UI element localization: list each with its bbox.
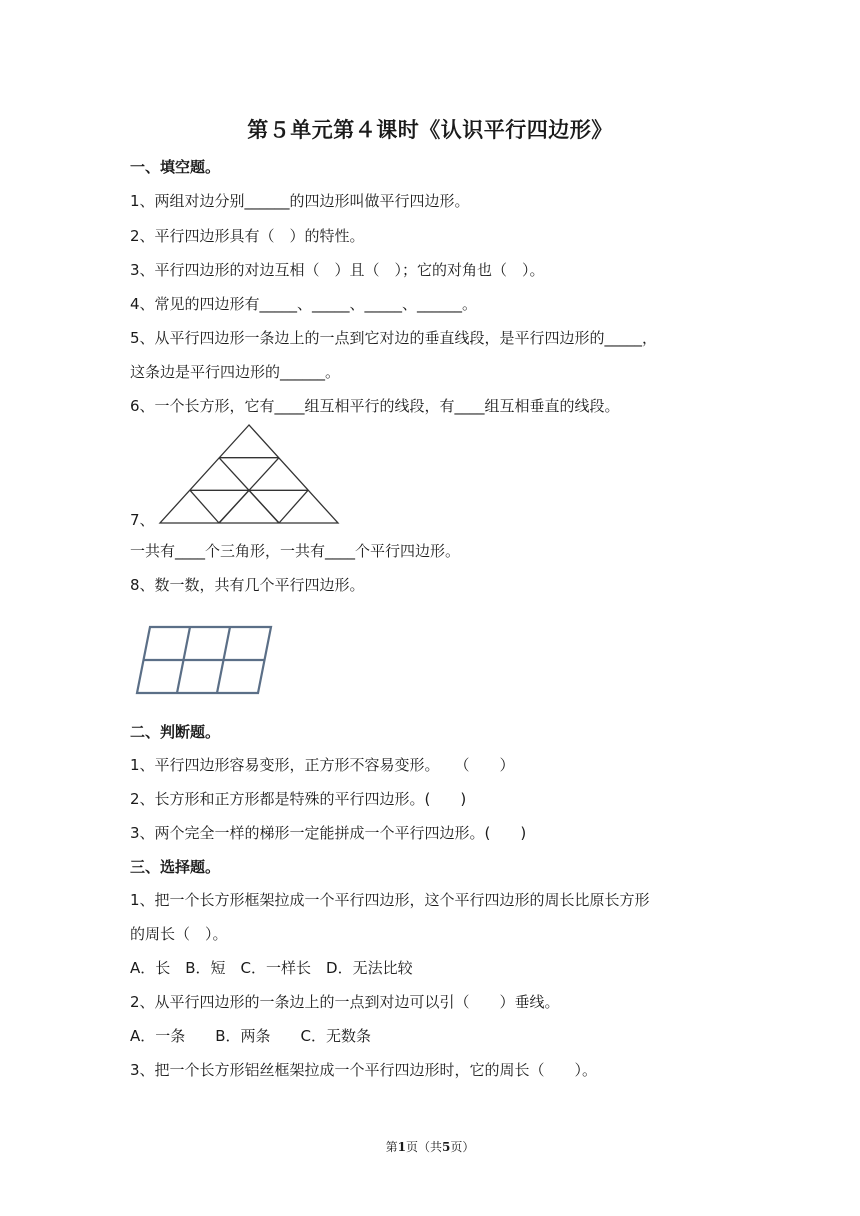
choice-question-3: 3、把一个长方形铝丝框架拉成一个平行四边形时，它的周长（ ）。 xyxy=(130,1061,598,1079)
choice-question-1-options: A．长 B．短 C．一样长 D．无法比较 xyxy=(130,959,413,977)
triangle-figure xyxy=(157,422,341,526)
parallelogram-grid-figure xyxy=(133,622,275,698)
fill-question-8: 8、数一数，共有几个平行四边形。 xyxy=(130,576,365,594)
fill-question-5-line-2: 这条边是平行四边形的______。 xyxy=(130,363,341,381)
footer-suffix: 页） xyxy=(450,1140,475,1154)
section-heading-fill: 一、填空题。 xyxy=(130,158,221,176)
choice-question-1-line-2: 的周长（ ）。 xyxy=(130,925,228,943)
choice-question-2-options: A．一条 B．两条 C．无数条 xyxy=(130,1027,372,1045)
footer-total-pages: 5 xyxy=(442,1140,451,1154)
judge-question-1: 1、平行四边形容易变形，正方形不容易变形。 （ ） xyxy=(130,756,515,774)
footer-prefix: 第 xyxy=(385,1140,398,1154)
judge-question-3: 3、两个完全一样的梯形一定能拼成一个平行四边形。( ) xyxy=(130,824,527,842)
fill-question-7-number: 7、 xyxy=(130,511,155,529)
fill-question-3: 3、平行四边形的对边互相（ ）且（ ）；它的对角也（ ）。 xyxy=(130,261,545,279)
fill-question-4: 4、常见的四边形有_____、_____、_____、______。 xyxy=(130,295,478,313)
fill-question-6: 6、一个长方形，它有____组互相平行的线段，有____组互相垂直的线段。 xyxy=(130,397,620,415)
footer-middle: 页（共 xyxy=(405,1140,442,1154)
page-title: 第５单元第４课时《认识平行四边形》 xyxy=(247,118,613,142)
choice-question-2: 2、从平行四边形的一条边上的一点到对边可以引（ ）垂线。 xyxy=(130,993,560,1011)
fill-question-1: 1、两组对边分别______的四边形叫做平行四边形。 xyxy=(130,192,470,210)
judge-question-2: 2、长方形和正方形都是特殊的平行四边形。( ) xyxy=(130,790,467,808)
fill-question-2: 2、平行四边形具有（ ）的特性。 xyxy=(130,227,365,245)
fill-question-5-line-1: 5、从平行四边形一条边上的一点到它对边的垂直线段，是平行四边形的_____， xyxy=(130,329,658,347)
choice-question-1-line-1: 1、把一个长方形框架拉成一个平行四边形，这个平行四边形的周长比原长方形 xyxy=(130,891,650,909)
fill-question-7-text: 一共有____个三角形，一共有____个平行四边形。 xyxy=(130,542,461,560)
page-footer xyxy=(0,1138,860,1155)
section-heading-judge: 二、判断题。 xyxy=(130,723,221,741)
section-heading-choice: 三、选择题。 xyxy=(130,858,221,876)
footer-page-number: 1 xyxy=(397,1140,406,1154)
